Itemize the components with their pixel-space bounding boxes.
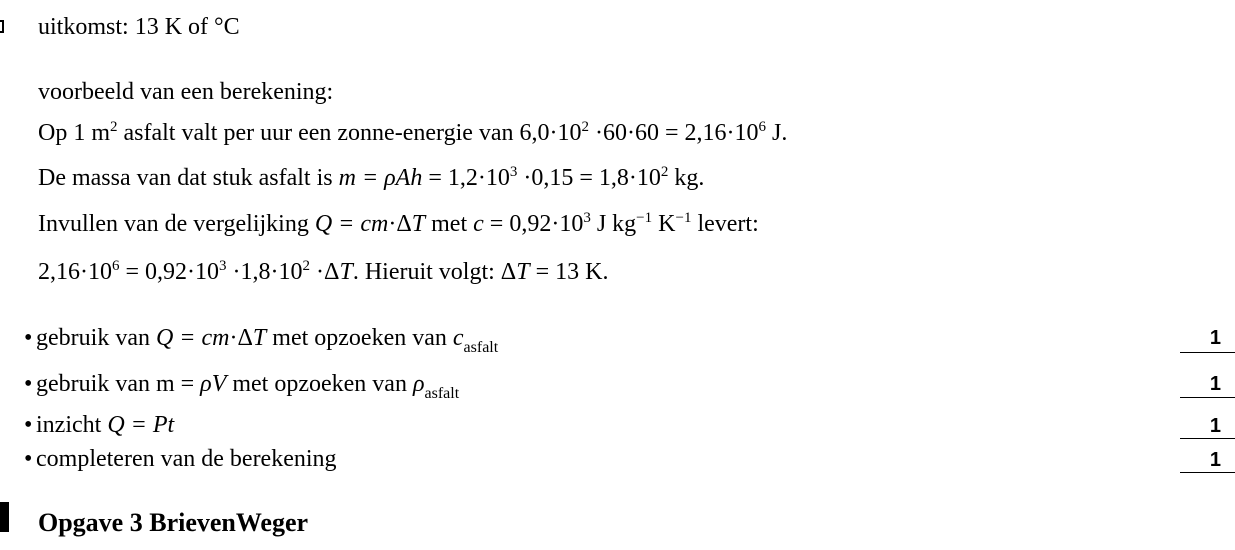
criterion-item: • gebruik van m = ρV met opzoeken van $\rho_{asfalt}$ [24, 371, 460, 402]
section-marker-icon [0, 502, 9, 532]
example-line-1: Op 1 $m^2$ asfalt valt per uur een zonne-energie van $6,0\cdot 10^2 \cdot 60\cdot 60 = 2,16\cdot 10^6$ J. [38, 119, 788, 146]
criterion-item: • gebruik van Q = cm·ΔT met opzoeken van $c_{asfalt}$ [24, 325, 499, 356]
result-label: uitkomst: [38, 14, 129, 40]
bullet-icon: • [24, 446, 33, 472]
checkbox-icon [0, 20, 4, 33]
bullet-icon: • [24, 412, 33, 438]
example-line-3: Invullen van de vergelijking Q = cm·ΔT met $c = 0,92\cdot 10^3$ J $kg^{-1}$ $K^{-1}$ levert: [38, 210, 759, 237]
score-points: 1 [1209, 373, 1221, 395]
score-points: 1 [1209, 415, 1221, 437]
score-points: 1 [1209, 327, 1221, 349]
example-line-2: De massa van dat stuk asfalt is $m = \rho Ah = 1,2\cdot 10^3 \cdot 0,15 = 1,8\cdot 10^2$ kg. [38, 164, 705, 191]
score-points: 1 [1209, 449, 1221, 471]
criterion-item: • completeren van de berekening [24, 446, 337, 472]
result-line [38, 12, 240, 42]
bullet-icon: • [24, 325, 33, 351]
score-underline [1180, 438, 1235, 439]
score-underline [1180, 352, 1235, 353]
example-heading: voorbeeld van een berekening: [38, 79, 334, 105]
result-value: 13 K of °C [134, 14, 240, 40]
section-title: Opgave 3 BrievenWeger [38, 508, 309, 537]
criterion-item: • inzicht Q = Pt [24, 412, 175, 438]
score-underline [1180, 472, 1235, 473]
bullet-icon: • [24, 371, 33, 397]
example-line-4: $2,16\cdot 10^6 = 0,92\cdot 10^3 \cdot 1,8\cdot 10^2 \cdot\Delta T$. Hieruit volgt: ΔT = 13 K. [38, 258, 609, 285]
score-underline [1180, 397, 1235, 398]
